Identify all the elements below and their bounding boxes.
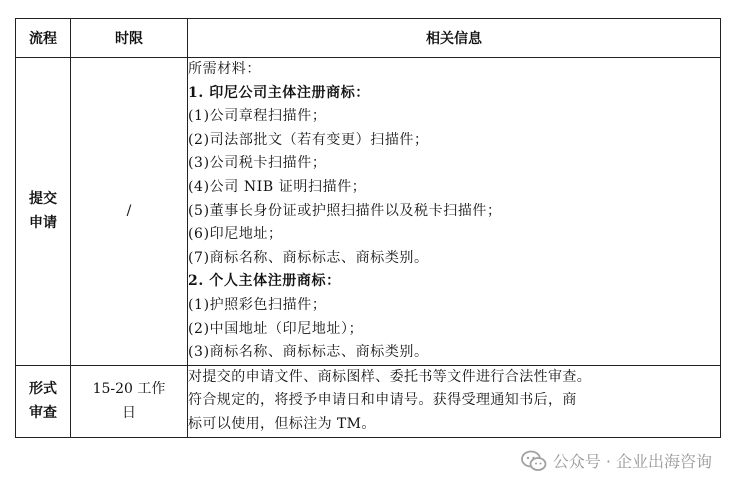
header-info: 相关信息 xyxy=(188,19,721,58)
period-text: / xyxy=(126,203,132,220)
info-line: 符合规定的，将授予申请日和申请号。获得受理通知书后，商 xyxy=(188,392,577,409)
info-line: (5)董事长身份证或护照扫描件以及税卡扫描件； xyxy=(188,202,502,219)
stage-text-line: 申请 xyxy=(29,215,57,232)
stage-cell xyxy=(16,365,71,437)
header-row xyxy=(16,19,721,58)
info-line: 对提交的申请文件、商标图样、委托书等文件进行合法性审查。 xyxy=(188,368,592,385)
info-cell xyxy=(188,58,721,366)
info-cell xyxy=(188,365,721,437)
period-cell xyxy=(71,365,188,437)
info-line: (7)商标名称、商标标志、商标类别。 xyxy=(188,249,429,266)
stage-text-line: 提交 xyxy=(29,191,57,208)
info-line: (2)中国地址（印尼地址）； xyxy=(188,320,364,337)
info-line: 所需材料： xyxy=(188,61,261,77)
info-line: (3)商标名称、商标标志、商标类别。 xyxy=(188,344,429,361)
info-line: (4)公司 NIB 证明扫描件； xyxy=(188,178,367,195)
stage-cell xyxy=(16,58,71,366)
wechat-icon xyxy=(521,450,547,472)
stage-text-line: 形式 xyxy=(29,381,57,398)
watermark-text: 公众号 · 企业出海咨询 xyxy=(552,452,712,471)
info-line: 标可以使用，但标注为 TM。 xyxy=(188,415,376,432)
process-table xyxy=(15,18,721,438)
period-cell xyxy=(71,58,188,366)
header-process: 流程 xyxy=(16,19,71,58)
watermark xyxy=(521,449,712,472)
period-text: 15-20 工作 xyxy=(92,381,166,398)
info-heading: 1. 印尼公司主体注册商标： xyxy=(188,84,370,101)
header-period: 时限 xyxy=(71,19,188,58)
table-row xyxy=(16,58,721,366)
table-row xyxy=(16,365,721,437)
period-text: 日 xyxy=(122,405,136,422)
info-line: (3)公司税卡扫描件； xyxy=(188,155,327,172)
info-line: (1)护照彩色扫描件； xyxy=(188,296,327,313)
info-line: (6)印尼地址； xyxy=(188,226,283,243)
info-heading: 2. 个人主体注册商标： xyxy=(188,273,341,290)
info-line: (2)司法部批文（若有变更）扫描件； xyxy=(188,131,429,148)
info-line: (1)公司章程扫描件； xyxy=(188,108,327,125)
stage-text-line: 审查 xyxy=(29,405,57,422)
